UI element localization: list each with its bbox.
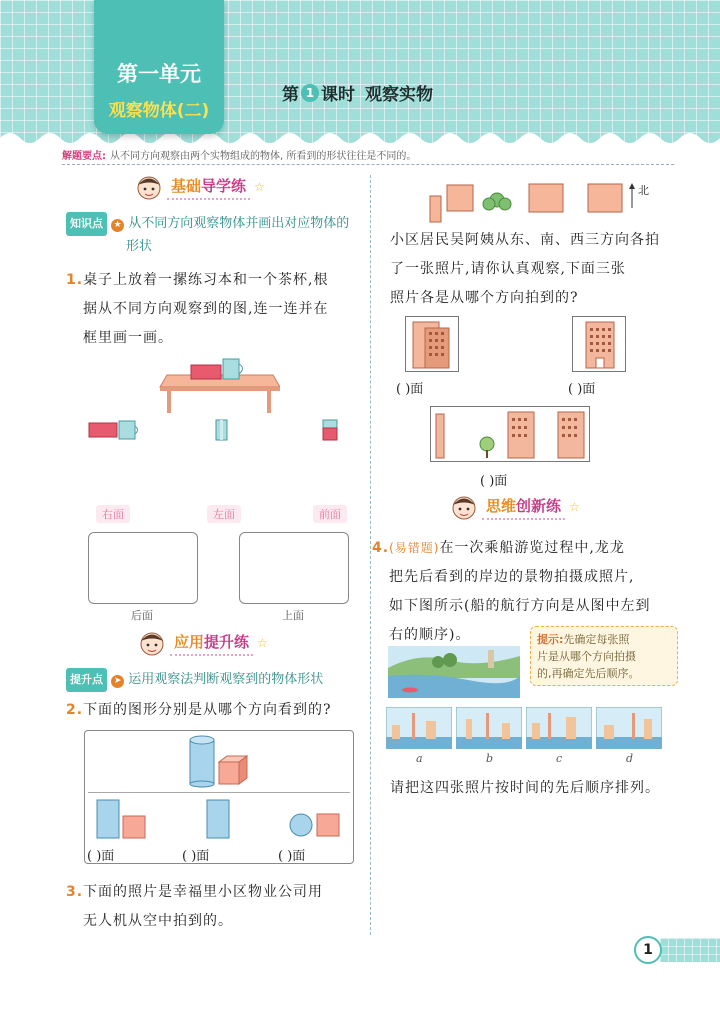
- question-2-text: [66, 696, 366, 725]
- photo-a: [386, 707, 452, 749]
- view-option-books-stack: [322, 418, 338, 442]
- q2-number: 2.: [66, 702, 84, 718]
- q3-answer-2[interactable]: ( )面: [568, 382, 596, 397]
- knowledge-text-1: 从不同方向观察物体并画出对应物体的: [128, 216, 350, 231]
- view-option-a: [95, 798, 151, 840]
- photo-label-b: b: [486, 752, 494, 765]
- q3-number: 3.: [66, 884, 84, 900]
- photo-label-d: d: [626, 752, 634, 765]
- q1-number: 1.: [66, 272, 84, 288]
- unit-subtitle: 观察物体(二): [108, 101, 210, 121]
- photo-building-view-3: [430, 406, 590, 462]
- photo-d: [596, 707, 662, 749]
- q4-number: 4.: [372, 540, 390, 556]
- q4-tag: (易错题): [389, 541, 440, 555]
- view-option-c: [288, 808, 344, 840]
- section-banner-basic: [135, 172, 265, 202]
- kid-face-icon: [450, 492, 478, 522]
- star-icon: ☆: [257, 636, 268, 650]
- cylinder-and-cube: [185, 732, 255, 788]
- question-3-text: [66, 878, 366, 936]
- q4-line4: 右的顺序)。: [389, 627, 471, 643]
- photo-label-a: a: [416, 752, 423, 765]
- photo-building-view-2: [572, 316, 626, 372]
- column-divider: [370, 175, 371, 935]
- q2-answer-2[interactable]: ( )面: [182, 849, 210, 864]
- drawing-box-back[interactable]: [88, 532, 198, 604]
- photo-strip: [386, 707, 664, 749]
- view-option-cup-side: [214, 418, 230, 442]
- q2-answer-1[interactable]: ( )面: [87, 849, 115, 864]
- q3-answer-1[interactable]: ( )面: [396, 382, 424, 397]
- q4-line2: 把先后看到的岸边的景物拍摄成照片,: [389, 569, 635, 585]
- lesson-prefix: 第: [282, 85, 299, 105]
- q1-line2: 据从不同方向观察到的图,连一连并在: [83, 301, 329, 317]
- key-points-label: 解题要点:: [62, 151, 106, 162]
- photo-building-view-1: [405, 316, 459, 372]
- photo-label-c: c: [556, 752, 563, 765]
- question-1-text: [66, 266, 366, 353]
- star-icon: ☆: [254, 180, 265, 194]
- footer-band: [660, 938, 720, 962]
- knowledge-tag: 知识点: [66, 212, 107, 236]
- view-option-books-and-cup: [88, 418, 140, 442]
- section-title: 思维创新练: [482, 495, 565, 520]
- lesson-title: 观察实物: [365, 85, 433, 105]
- star-icon: ☆: [569, 500, 580, 514]
- unit-title: 第一单元: [117, 62, 201, 86]
- q2-separator: [88, 792, 350, 793]
- arrow-badge-icon: ➤: [111, 675, 124, 688]
- kid-face-icon: [135, 172, 163, 202]
- key-points: [62, 145, 674, 165]
- aerial-view-diagram: [425, 180, 655, 224]
- section-banner-creative: [450, 492, 580, 522]
- direction-label-right: 右面: [96, 505, 130, 523]
- hint-box: [530, 626, 678, 686]
- kid-face-icon: [138, 628, 166, 658]
- q4-final-instruction: 请把这四张照片按时间的先后顺序排列。: [390, 780, 660, 796]
- hint-line1: 先确定每张照: [563, 633, 630, 646]
- hint-line2: 片是从哪个方向拍摄: [537, 650, 636, 663]
- star-badge-icon: ★: [111, 219, 124, 232]
- q3-line2: 无人机从空中拍到的。: [83, 913, 233, 929]
- knowledge-text-2: 形状: [126, 239, 153, 254]
- q3-line4: 了一张照片,请你认真观察,下面三张: [390, 261, 626, 277]
- view-option-b: [205, 798, 235, 840]
- q1-line1: 桌子上放着一摞练习本和一个茶杯,根: [83, 272, 329, 288]
- question-3-continued: [390, 226, 690, 313]
- river-scene-photo: [388, 646, 520, 698]
- hint-label: 提示:: [537, 633, 564, 646]
- table-with-books-and-cup: [155, 355, 280, 413]
- q3-answer-3[interactable]: ( )面: [480, 474, 508, 489]
- q4-line1: 在一次乘船游览过程中,龙龙: [439, 540, 625, 556]
- section-title: 应用提升练: [170, 631, 253, 656]
- section-title: 基础导学练: [167, 175, 250, 200]
- knowledge-point: [66, 212, 366, 258]
- lesson-heading: [282, 80, 433, 105]
- direction-label-left: 左面: [207, 505, 241, 523]
- hint-line3: 的,再确定先后顺序。: [537, 667, 640, 680]
- drawing-box-top[interactable]: [239, 532, 349, 604]
- lesson-suffix: 课时: [321, 85, 355, 105]
- q3-line5: 照片各是从哪个方向拍到的?: [390, 290, 579, 306]
- q1-line3: 框里画一画。: [83, 330, 173, 346]
- lesson-number-badge: 1: [301, 84, 319, 102]
- box-label-top: 上面: [282, 609, 304, 622]
- section-banner-applied: [138, 628, 268, 658]
- q3-line1: 下面的照片是幸福里小区物业公司用: [83, 884, 324, 900]
- improvement-tag: 提升点: [66, 668, 107, 692]
- improvement-text: 运用观察法判断观察到的物体形状: [128, 672, 324, 687]
- q2-answer-3[interactable]: ( )面: [278, 849, 306, 864]
- box-label-back: 后面: [131, 609, 153, 622]
- q4-line3: 如下图所示(船的航行方向是从图中左到: [389, 598, 651, 614]
- improvement-point: [66, 668, 366, 692]
- photo-c: [526, 707, 592, 749]
- q2-text: 下面的图形分别是从哪个方向看到的?: [83, 702, 332, 718]
- page-number: 1: [634, 936, 662, 964]
- direction-label-front: 前面: [313, 505, 347, 523]
- north-label: 北: [638, 184, 649, 197]
- photo-b: [456, 707, 522, 749]
- key-points-text: 从不同方向观察由两个实物组成的物体, 所看到的形状往往是不同的。: [110, 151, 417, 162]
- q3-line3: 小区居民吴阿姨从东、南、西三方向各拍: [390, 232, 660, 248]
